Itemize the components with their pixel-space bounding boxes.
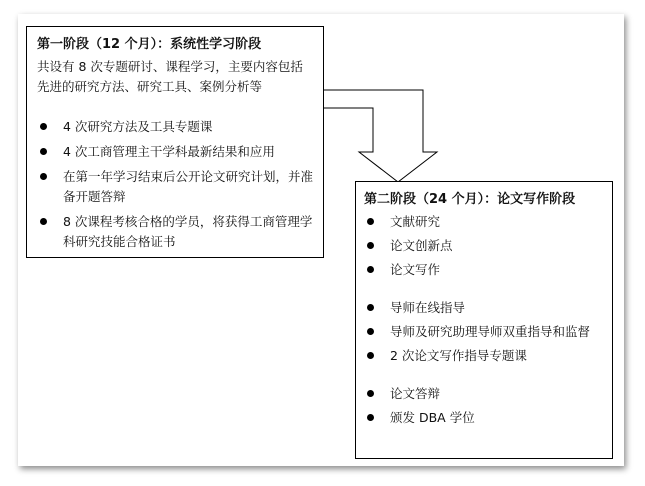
bullet-icon xyxy=(40,148,47,155)
list-item-text: 颁发 DBA 学位 xyxy=(390,410,475,425)
bullet-icon xyxy=(367,390,374,397)
list-item xyxy=(37,117,313,137)
bullet-icon xyxy=(367,218,374,225)
bullet-icon xyxy=(367,242,374,249)
list-item-text: 论文创新点 xyxy=(390,238,453,253)
list-item xyxy=(364,212,604,232)
list-item xyxy=(364,322,604,342)
list-item xyxy=(37,212,313,252)
bullet-icon xyxy=(40,218,47,225)
list-item-text: 4 次工商管理主干学科最新结果和应用 xyxy=(63,144,275,159)
list-item xyxy=(364,384,604,404)
list-item xyxy=(364,298,604,318)
list-item xyxy=(364,346,604,366)
bullet-icon xyxy=(367,414,374,421)
stage2-box xyxy=(355,181,613,459)
bullet-icon xyxy=(40,123,47,130)
list-item-text: 论文写作 xyxy=(390,262,441,277)
bullet-icon xyxy=(367,328,374,335)
list-item xyxy=(364,408,604,428)
list-item-text: 2 次论文写作指导专题课 xyxy=(390,348,527,363)
bullet-icon xyxy=(367,266,374,273)
stage2-title: 第二阶段（24 个月）：论文写作阶段 xyxy=(364,192,576,207)
list-item xyxy=(37,167,313,207)
list-item xyxy=(364,260,604,280)
bullet-icon xyxy=(367,352,374,359)
list-item-text: 导师及研究助理导师双重指导和监督 xyxy=(390,324,591,339)
stage1-box xyxy=(26,26,324,258)
stage1-bullet-list xyxy=(37,117,313,252)
list-item-text: 在第一年学习结束后公开论文研究计划，并准备开题答辩 xyxy=(63,169,314,204)
list-item-text: 文献研究 xyxy=(390,214,441,229)
list-item-text: 4 次研究方法及工具专题课 xyxy=(63,119,213,134)
stage2-bullet-list xyxy=(364,212,604,428)
list-item-text: 导师在线指导 xyxy=(390,300,466,315)
list-item xyxy=(37,142,313,162)
bullet-icon xyxy=(40,173,47,180)
list-item xyxy=(364,236,604,256)
flow-arrow-shape xyxy=(324,90,437,182)
bullet-icon xyxy=(367,304,374,311)
stage1-title: 第一阶段（12 个月）：系统性学习阶段 xyxy=(37,37,262,52)
stage1-description: 共设有 8 次专题研讨、课程学习，主要内容包括先进的研究方法、研究工具、案例分析等 xyxy=(37,59,303,94)
list-item-text: 论文答辩 xyxy=(390,386,441,401)
list-item-text: 8 次课程考核合格的学员，将获得工商管理学科研究技能合格证书 xyxy=(63,214,313,249)
